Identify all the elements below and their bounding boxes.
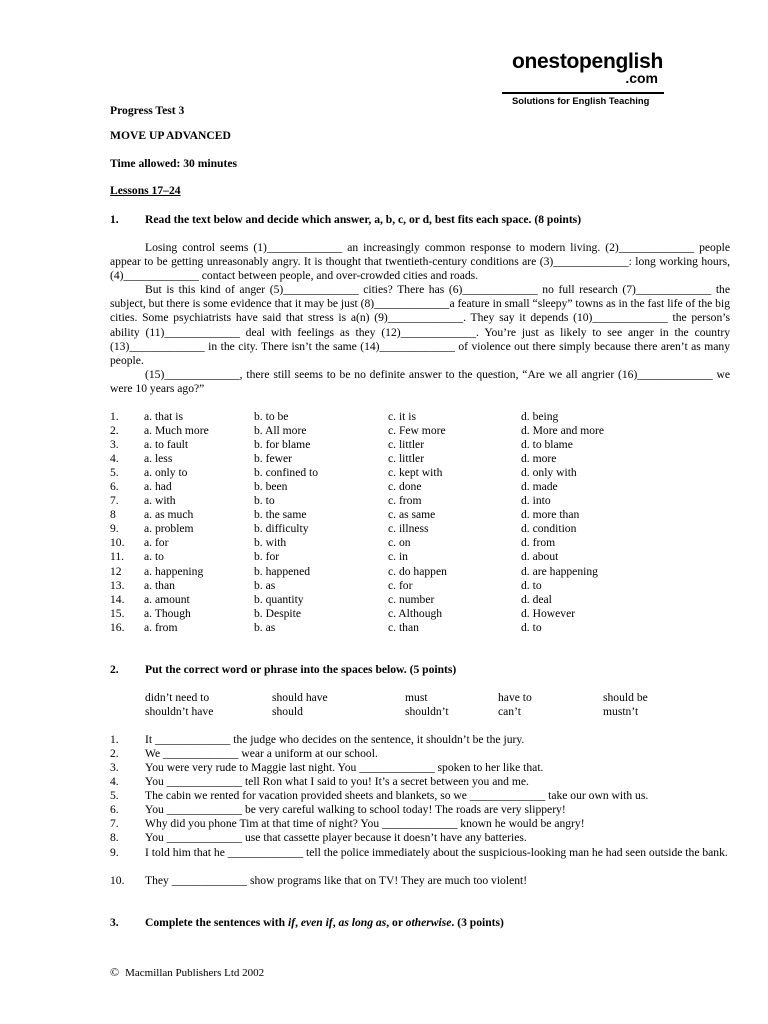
separator: , [295, 916, 301, 929]
section-3-number: 3. [110, 916, 119, 929]
option-b: b. All more [254, 424, 307, 437]
option-number: 9. [110, 522, 119, 535]
option-b: b. as [254, 579, 276, 592]
section-2-instruction: Put the correct word or phrase into the spaces below. (5 points) [145, 663, 457, 676]
option-c: c. in [388, 550, 408, 563]
reading-passage [110, 241, 730, 396]
option-a: a. to fault [144, 438, 189, 451]
option-b: b. confined to [254, 466, 319, 479]
keyword-as-long-as: as long as [338, 916, 387, 929]
sentence-number: 10. [110, 874, 125, 887]
option-c: c. from [388, 494, 422, 507]
option-d: d. deal [521, 593, 552, 606]
sentence-number: 7. [110, 817, 119, 830]
option-d: d. condition [521, 522, 577, 535]
option-number: 13. [110, 579, 125, 592]
keyword-even-if: even if [300, 916, 333, 929]
word-bank-item: can’t [498, 705, 521, 718]
option-c: c. number [388, 593, 435, 606]
copyright-footer [110, 965, 264, 980]
option-d: d. more [521, 452, 557, 465]
option-a: a. problem [144, 522, 194, 535]
option-a: a. as much [144, 508, 194, 521]
option-number: 3. [110, 438, 119, 451]
option-b: b. been [254, 480, 288, 493]
option-a: a. less [144, 452, 173, 465]
option-number: 1. [110, 410, 119, 423]
logo-tagline: Solutions for English Teaching [512, 95, 650, 106]
option-a: a. had [144, 480, 172, 493]
option-c: c. done [388, 480, 422, 493]
option-number: 5. [110, 466, 119, 479]
option-number: 16. [110, 621, 125, 634]
instruction-text: Complete the sentences with [145, 916, 288, 929]
option-a: a. amount [144, 593, 190, 606]
sentence-text: I told him that he _____________ tell the police immediately about the suspicious-looking man he had seen outside the bank. [145, 846, 728, 859]
option-b: b. the same [254, 508, 307, 521]
separator: , or [386, 916, 406, 929]
option-c: c. as same [388, 508, 436, 521]
option-b: b. to [254, 494, 275, 507]
option-d: d. to blame [521, 438, 573, 451]
word-bank-item: didn’t need to [145, 691, 210, 704]
option-number: 7. [110, 494, 119, 507]
option-c: c. on [388, 536, 411, 549]
sentence-text: Why did you phone Tim at that time of night? You _____________ known he would be angry! [145, 817, 585, 830]
sentence-number: 5. [110, 789, 119, 802]
option-c: c. illness [388, 522, 429, 535]
test-title: Progress Test 3 [110, 104, 185, 117]
option-b: b. fewer [254, 452, 292, 465]
sentence-text: You _____________ be very careful walking to school today! The roads are very slippery! [145, 803, 566, 816]
option-d: d. More and more [521, 424, 605, 437]
option-b: b. for [254, 550, 280, 563]
sentence-text: You _____________ tell Ron what I said to you! It’s a secret between you and me. [145, 775, 529, 788]
option-number: 12 [110, 565, 122, 578]
sentence-number: 9. [110, 846, 119, 859]
sentence-text: It _____________ the judge who decides on the sentence, it shouldn’t be the jury. [145, 733, 525, 746]
option-d: d. about [521, 550, 559, 563]
option-number: 14. [110, 593, 125, 606]
option-a: a. Much more [144, 424, 209, 437]
option-number: 15. [110, 607, 125, 620]
word-bank-item: mustn’t [603, 705, 639, 718]
option-a: a. happening [144, 565, 204, 578]
option-b: b. to be [254, 410, 289, 423]
option-number: 2. [110, 424, 119, 437]
option-d: d. are happening [521, 565, 598, 578]
option-a: a. only to [144, 466, 188, 479]
option-d: d. being [521, 410, 559, 423]
sentence-text: You _____________ use that cassette player because it doesn’t have any batteries. [145, 831, 527, 844]
section-1-instruction: Read the text below and decide which answer, a, b, c, or d, best fits each space. (8 points) [145, 213, 582, 226]
course-title: MOVE UP ADVANCED [110, 129, 231, 142]
section-1-number: 1. [110, 213, 119, 226]
word-bank-item: should have [272, 691, 328, 704]
option-d: d. However [521, 607, 576, 620]
option-c: c. Although [388, 607, 443, 620]
option-b: b. with [254, 536, 287, 549]
sentence-text: The cabin we rented for vacation provided sheets and blankets, so we _____________ take our own with us. [145, 789, 649, 802]
word-bank-item: have to [498, 691, 532, 704]
option-a: a. to [144, 550, 164, 563]
option-c: c. littler [388, 438, 425, 451]
option-number: 8 [110, 508, 116, 521]
word-bank-item: should [272, 705, 303, 718]
onestopenglish-logo [512, 50, 662, 108]
keyword-if: if [287, 916, 296, 929]
sentence-number: 3. [110, 761, 119, 774]
word-bank-item: should be [603, 691, 648, 704]
keyword-otherwise: otherwise [405, 916, 452, 929]
option-d: d. to [521, 621, 542, 634]
instruction-points: . (3 points) [451, 916, 504, 929]
option-d: d. only with [521, 466, 577, 479]
option-a: a. Though [144, 607, 191, 620]
passage-paragraph-1: Losing control seems (1)_____________ an increasingly common response to modern living. (2)_____________ people appear to be getting unreasonably angry. It is thought that twentieth-century conditions are (3)_____________: long working hours, (4)_____________ contact between people, and over-crowded cities and roads. [110, 241, 730, 283]
word-bank-item: shouldn’t have [145, 705, 214, 718]
copyright-icon: © [110, 965, 120, 979]
option-c: c. do happen [388, 565, 447, 578]
option-a: a. from [144, 621, 178, 634]
option-b: b. quantity [254, 593, 304, 606]
sentence-text: We _____________ wear a uniform at our school. [145, 747, 378, 760]
sentence-number: 8. [110, 831, 119, 844]
word-bank-item: shouldn’t [405, 705, 449, 718]
option-d: d. made [521, 480, 558, 493]
option-b: b. difficulty [254, 522, 309, 535]
option-number: 6. [110, 480, 119, 493]
option-b: b. happened [254, 565, 311, 578]
option-c: c. Few more [388, 424, 446, 437]
option-c: c. littler [388, 452, 425, 465]
option-d: d. more than [521, 508, 580, 521]
logo-brand: onestopenglish [512, 50, 663, 73]
passage-paragraph-2: But is this kind of anger (5)_____________ cities? There has (6)_____________ no full research (7)_____________ the subject, but there is some evidence that it may be just (8)_____________a feature in small “sleepy” towns as in the fast life of the big cities. Some psychiatrists have said that stress is a(n) (9)_____________. They say it depends (10)_____________ the person’s ability (11)_____________ deal with feelings as they (12)_____________. You’re just as likely to see anger in the country (13)_____________ in the city. There isn’t the same (14)_____________ of violence out there simply because there aren’t as many people. [110, 283, 730, 367]
option-c: c. kept with [388, 466, 443, 479]
separator: , [332, 916, 339, 929]
option-number: 4. [110, 452, 119, 465]
option-b: b. as [254, 621, 276, 634]
section-3-instruction [145, 916, 504, 930]
sentence-number: 6. [110, 803, 119, 816]
option-a: a. than [144, 579, 175, 592]
option-number: 10. [110, 536, 125, 549]
sentence-number: 4. [110, 775, 119, 788]
option-d: d. to [521, 579, 542, 592]
option-c: c. it is [388, 410, 417, 423]
sentence-text: They _____________ show programs like that on TV! They are much too violent! [145, 874, 528, 887]
lessons-heading: Lessons 17–24 [110, 184, 181, 197]
sentence-number: 2. [110, 747, 119, 760]
option-b: b. Despite [254, 607, 302, 620]
option-d: d. into [521, 494, 551, 507]
logo-divider [502, 92, 664, 94]
section-2-number: 2. [110, 663, 119, 676]
sentence-text: You were very rude to Maggie last night. You _____________ spoken to her like that. [145, 761, 544, 774]
option-d: d. from [521, 536, 556, 549]
passage-paragraph-3: (15)_____________, there still seems to be no definite answer to the question, “Are we all angrier (16)_____________ we were 10 years ago?” [110, 367, 730, 395]
option-a: a. for [144, 536, 169, 549]
time-allowed: Time allowed: 30 minutes [110, 157, 237, 170]
word-bank-item: must [405, 691, 428, 704]
sentence-number: 1. [110, 733, 119, 746]
option-b: b. for blame [254, 438, 311, 451]
option-a: a. with [144, 494, 176, 507]
copyright-text: Macmillan Publishers Ltd 2002 [125, 967, 265, 979]
option-number: 11. [110, 550, 125, 563]
option-c: c. for [388, 579, 413, 592]
option-c: c. than [388, 621, 419, 634]
logo-domain: .com [625, 70, 658, 86]
option-a: a. that is [144, 410, 183, 423]
